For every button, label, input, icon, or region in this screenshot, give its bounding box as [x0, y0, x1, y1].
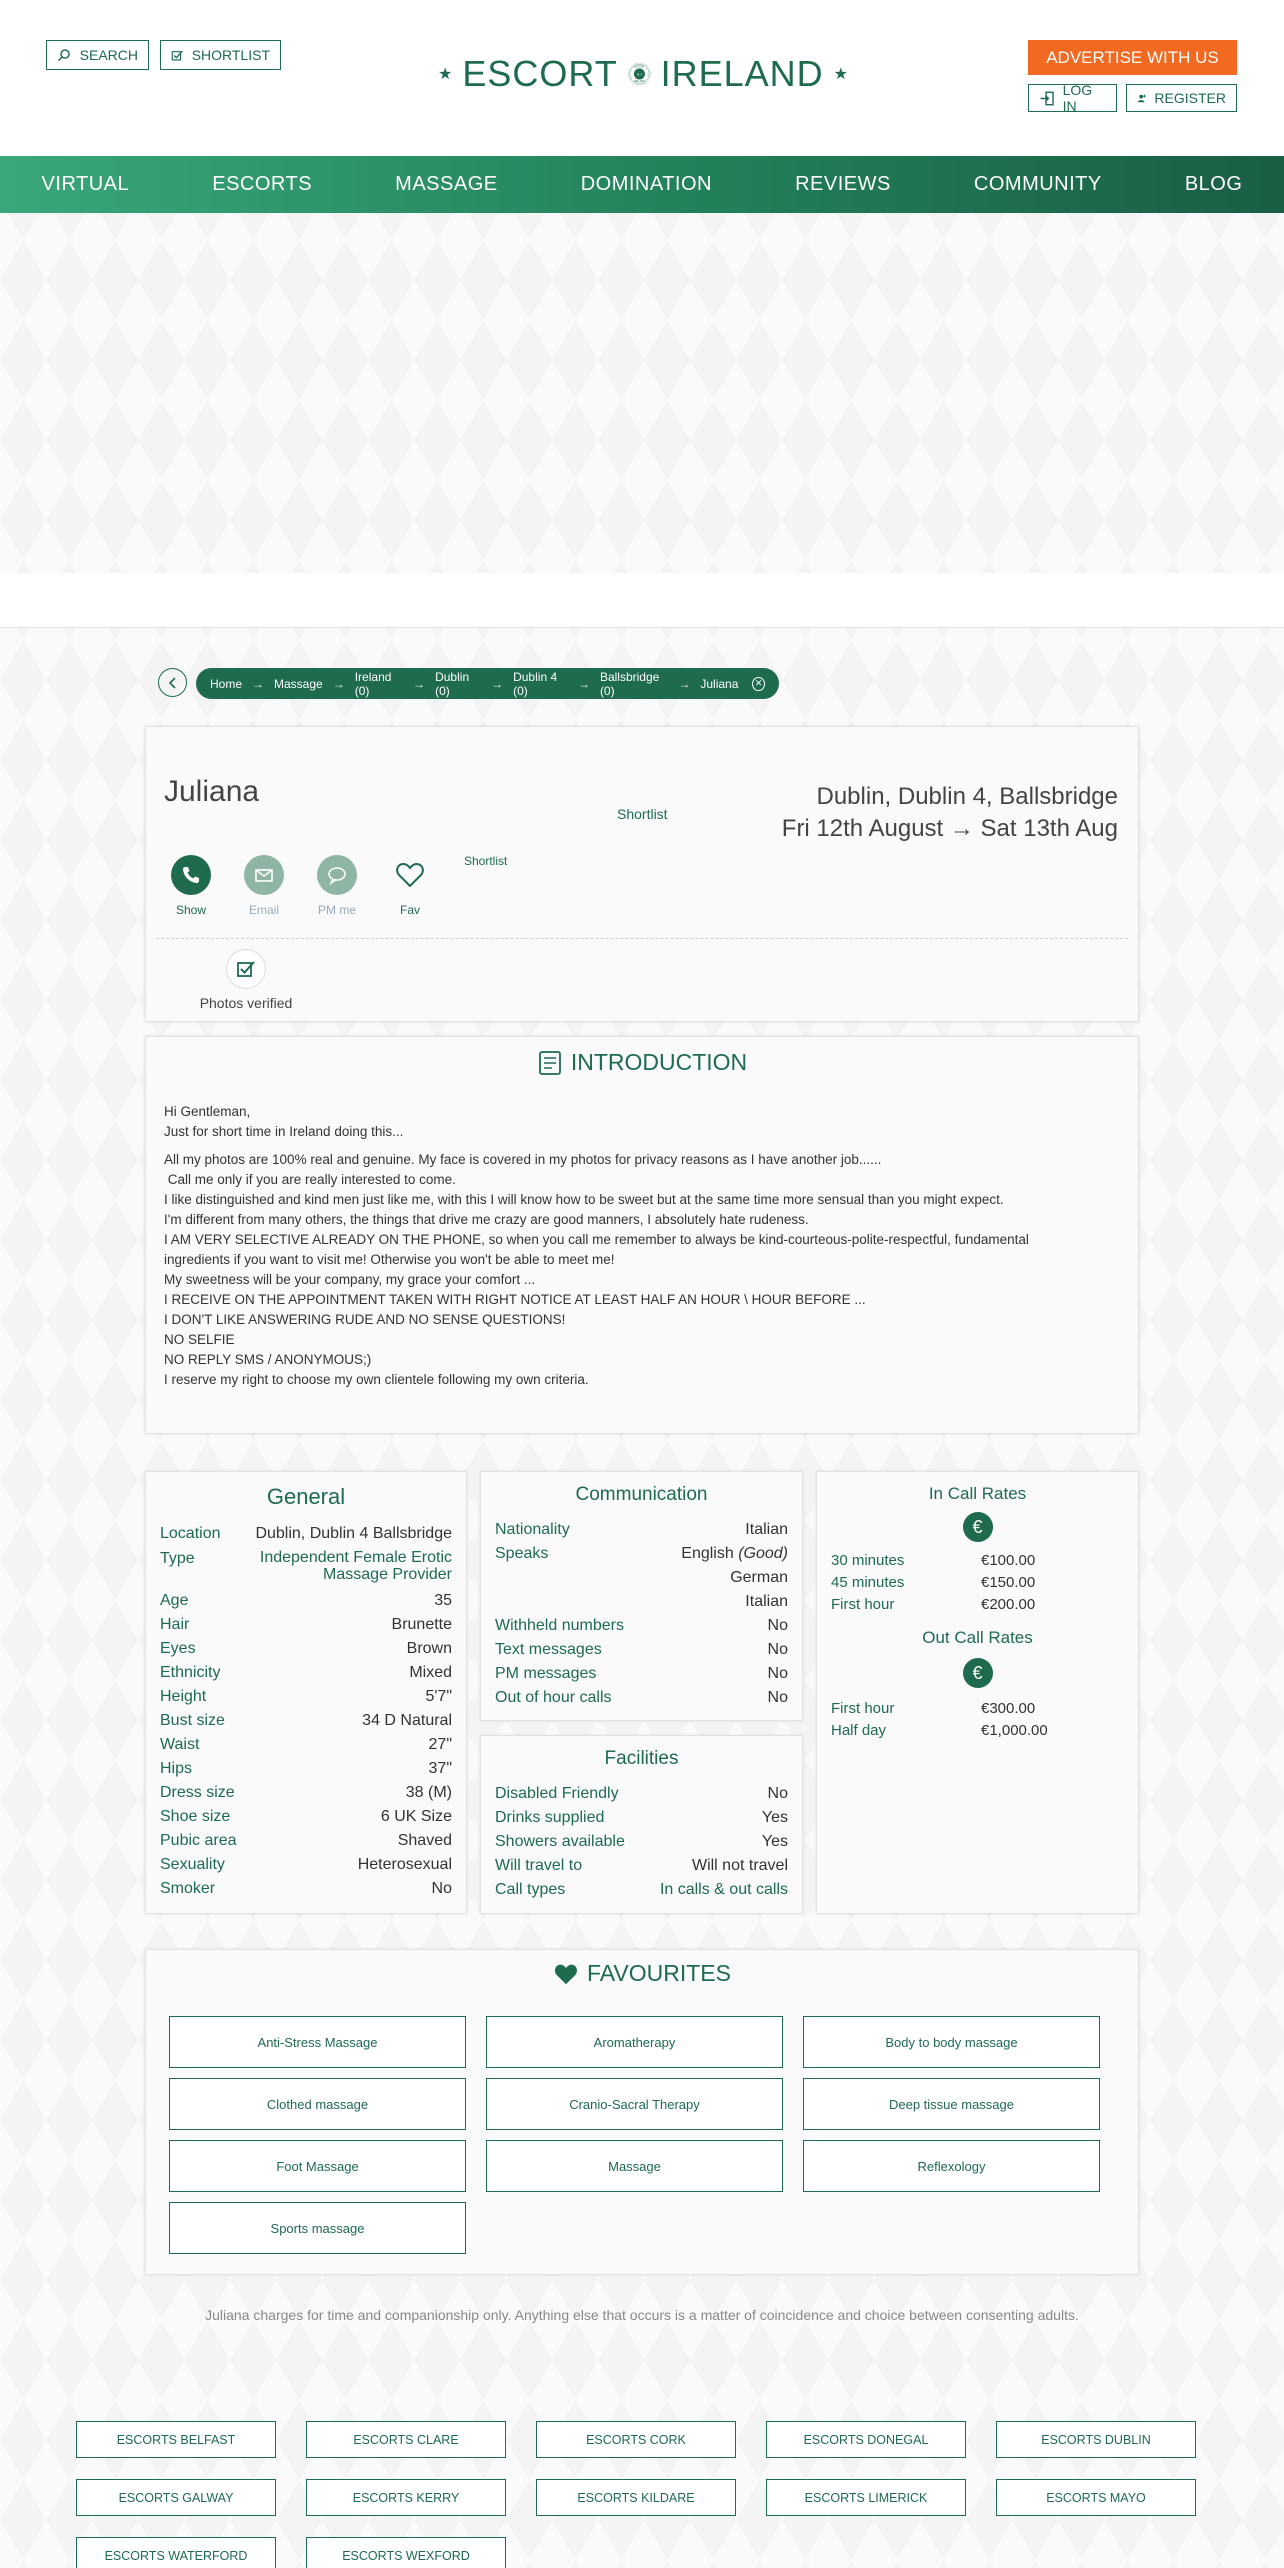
footer-link[interactable]: ESCORTS WEXFORD: [306, 2537, 506, 2568]
intro-line: Call me only if you are really interested to come.: [164, 1172, 456, 1187]
document-icon: [537, 1050, 563, 1076]
pm-label: PM me: [317, 903, 356, 917]
breadcrumb-ireland[interactable]: Ireland (0): [354, 669, 392, 698]
show-phone-button[interactable]: [161, 855, 221, 917]
rate-row: 30 minutes €100.00: [831, 1552, 1036, 1569]
breadcrumb-current: Juliana: [700, 676, 739, 691]
logo-word-left: ESCORT: [462, 53, 618, 94]
communication-card: [480, 1471, 803, 1721]
footer-link[interactable]: ESCORTS KERRY: [306, 2479, 506, 2516]
logo-badge-top: ESCORT: [633, 65, 645, 69]
favourite-item[interactable]: Foot Massage: [169, 2140, 466, 2192]
heart-icon: [395, 860, 425, 890]
intro-line: I AM VERY SELECTIVE ALREADY ON THE PHONE, so when you call me remember to always be kind-courteous-polite-respectful, fundamental ingredients if you want to visit me! Otherwise you won't be able to meet me!: [164, 1232, 1029, 1267]
detail-row: Will travel to Will not travel: [495, 1857, 788, 1874]
rate-row: Half day €1,000.00: [831, 1722, 1048, 1739]
intro-line: I DON'T LIKE ANSWERING RUDE AND NO SENSE QUESTIONS!: [164, 1312, 566, 1327]
detail-row: Drinks supplied Yes: [495, 1809, 788, 1826]
intro-line: My sweetness will be your company, my grace your comfort ...: [164, 1272, 536, 1287]
introduction-card: [145, 1036, 1139, 1434]
main-nav: [0, 156, 1284, 213]
rates-card: [816, 1471, 1139, 1914]
nav-domination[interactable]: DOMINATION: [580, 173, 712, 195]
profile-card: [145, 726, 1139, 1022]
detail-row: Age 35: [160, 1592, 452, 1609]
footer-link[interactable]: ESCORTS GALWAY: [76, 2479, 276, 2516]
footer-link[interactable]: ESCORTS DONEGAL: [766, 2421, 966, 2458]
favourite-item[interactable]: Body to body massage: [803, 2016, 1100, 2068]
search-button[interactable]: [46, 40, 149, 70]
divider: [156, 938, 1128, 939]
intro-line: Hi Gentleman,: [164, 1104, 251, 1119]
ad-banner-strip: [0, 573, 1284, 628]
detail-row: Speaks English (Good): [495, 1545, 788, 1562]
email-button[interactable]: [234, 855, 294, 917]
footer-county-links: [76, 2421, 1206, 2568]
nav-virtual[interactable]: VIRTUAL: [41, 173, 130, 195]
intro-line: I like distinguished and kind men just like me, with this I will know how to be sweet but at the same time more sensual than you might expect.: [164, 1192, 1004, 1207]
login-button[interactable]: [1028, 84, 1117, 112]
add-user-icon: [1137, 90, 1146, 107]
rate-row: First hour €200.00: [831, 1596, 1036, 1613]
footer-link[interactable]: ESCORTS BELFAST: [76, 2421, 276, 2458]
logo-badge: [628, 24, 651, 124]
detail-row: Pubic area Shaved: [160, 1832, 452, 1849]
checkbox-icon: [171, 47, 184, 64]
footer-link[interactable]: ESCORTS CLARE: [306, 2421, 506, 2458]
euro-icon: €: [963, 1512, 993, 1542]
logo-word-right: IRELAND: [660, 53, 824, 94]
intro-line: I reserve my right to choose my own clientele following my own criteria.: [164, 1372, 589, 1387]
favourites-title: FAVOURITES: [146, 1960, 1138, 1987]
checkbox-icon: [236, 959, 256, 979]
detail-row: Nationality Italian: [495, 1521, 788, 1538]
detail-row: Call types In calls & out calls: [495, 1881, 788, 1898]
profile-location: Dublin, Dublin 4, Ballsbridge: [816, 783, 1118, 810]
detail-row: Eyes Brown: [160, 1640, 452, 1657]
footer-link[interactable]: ESCORTS KILDARE: [536, 2479, 736, 2516]
communication-title: Communication: [575, 1484, 708, 1505]
site-header: [0, 0, 1284, 156]
favourite-item[interactable]: Cranio-Sacral Therapy: [486, 2078, 783, 2130]
star-icon: ★: [438, 66, 453, 83]
shortlist-label: SHORTLIST: [191, 47, 270, 63]
shortlist-button[interactable]: [160, 40, 281, 70]
intro-line: I'm different from many others, the things that drive me crazy are good manners, I absolutely hate rudeness.: [164, 1212, 809, 1227]
favourite-item[interactable]: Aromatherapy: [486, 2016, 783, 2068]
disclaimer-text: Juliana charges for time and companionship only. Anything else that occurs is a matter of coincidence and choice between consenting adults.: [205, 2307, 1079, 2323]
footer-link[interactable]: ESCORTS WATERFORD: [76, 2537, 276, 2568]
detail-row: Hips 37": [160, 1760, 452, 1777]
detail-row: Disabled Friendly No: [495, 1785, 788, 1802]
nav-reviews[interactable]: REVIEWS: [795, 173, 891, 195]
shortlist-small-link[interactable]: Shortlist: [464, 854, 508, 868]
footer-link[interactable]: ESCORTS LIMERICK: [766, 2479, 966, 2516]
intro-line: I RECEIVE ON THE APPOINTMENT TAKEN WITH RIGHT NOTICE AT LEAST HALF AN HOUR \ HOUR BEFORE ...: [164, 1292, 866, 1307]
photos-verified-label: Photos verified: [199, 995, 293, 1011]
rate-row: 45 minutes €150.00: [831, 1574, 1036, 1591]
logo-badge-mid: E·I: [636, 72, 642, 77]
favourites-grid: [169, 2016, 1119, 2254]
nav-escorts[interactable]: ESCORTS: [212, 173, 313, 195]
show-label: Show: [175, 903, 207, 917]
login-label: LOG IN: [1062, 82, 1093, 114]
detail-row: Type Independent Female Erotic Massage Provider: [160, 1549, 452, 1583]
intro-line: NO SELFIE: [164, 1332, 235, 1347]
facilities-card: [480, 1735, 803, 1914]
favourite-item[interactable]: Anti-Stress Massage: [169, 2016, 466, 2068]
footer-link[interactable]: ESCORTS MAYO: [996, 2479, 1196, 2516]
favourite-item[interactable]: Sports massage: [169, 2202, 466, 2254]
euro-icon: €: [963, 1658, 993, 1688]
register-button[interactable]: [1126, 84, 1237, 112]
rate-row: First hour €300.00: [831, 1700, 1036, 1717]
favourite-item[interactable]: Clothed massage: [169, 2078, 466, 2130]
shortlist-link[interactable]: Shortlist: [617, 806, 668, 822]
breadcrumb-massage[interactable]: Massage: [274, 676, 323, 691]
introduction-title: INTRODUCTION: [146, 1049, 1138, 1076]
logo-badge-bottom: IRELAND: [633, 80, 645, 84]
profile-dates: Fri 12th August → Sat 13th Aug: [781, 815, 1118, 842]
detail-row: Waist 27": [160, 1736, 452, 1753]
detail-row: Out of hour calls No: [495, 1689, 788, 1706]
site-logo[interactable]: [438, 22, 848, 126]
detail-row: Bust size 34 D Natural: [160, 1712, 452, 1729]
search-label: SEARCH: [79, 47, 138, 63]
favourite-item[interactable]: Reflexology: [803, 2140, 1100, 2192]
fav-label: Fav: [399, 903, 420, 917]
phone-icon: [180, 864, 202, 886]
detail-row: Dress size 38 (M): [160, 1784, 452, 1801]
intro-line: All my photos are 100% real and genuine. My face is covered in my photos for privacy reasons as I have another job......: [164, 1152, 882, 1167]
intro-line: Just for short time in Ireland doing this...: [164, 1124, 404, 1139]
intro-line: NO REPLY SMS / ANONYMOUS;): [164, 1352, 372, 1367]
detail-row: Showers available Yes: [495, 1833, 788, 1850]
detail-row: German: [730, 1569, 788, 1586]
general-card: [145, 1471, 467, 1914]
outcall-rates-title: Out Call Rates: [922, 1628, 1033, 1647]
nav-community[interactable]: COMMUNITY: [973, 173, 1102, 195]
register-label: REGISTER: [1154, 90, 1226, 106]
login-icon: [1039, 90, 1055, 107]
footer-link[interactable]: ESCORTS DUBLIN: [996, 2421, 1196, 2458]
envelope-icon: [253, 864, 275, 886]
pm-button[interactable]: [307, 855, 367, 917]
detail-row: PM messages No: [495, 1665, 788, 1682]
breadcrumb-ballsbridge[interactable]: Ballsbridge (0): [599, 669, 660, 698]
back-button[interactable]: [158, 668, 187, 697]
detail-row: Ethnicity Mixed: [160, 1664, 452, 1681]
chevron-left-icon: [166, 676, 180, 690]
star-icon: ★: [833, 66, 848, 83]
heart-icon: [553, 1962, 579, 1986]
nav-massage[interactable]: MASSAGE: [395, 173, 498, 195]
incall-rates-title: In Call Rates: [928, 1484, 1027, 1503]
detail-row: Text messages No: [495, 1641, 788, 1658]
detail-row: Smoker No: [160, 1880, 452, 1897]
general-title: General: [266, 1484, 346, 1509]
detail-row: Height 5'7": [160, 1688, 452, 1705]
detail-row: Italian: [745, 1593, 788, 1610]
email-label: Email: [248, 903, 279, 917]
advertise-button[interactable]: ADVERTISE WITH US: [1028, 40, 1237, 75]
breadcrumb-home[interactable]: Home: [210, 676, 243, 691]
favourites-card: [145, 1949, 1139, 2275]
detail-row: Location Dublin, Dublin 4 Ballsbridge: [160, 1525, 452, 1542]
nav-blog[interactable]: BLOG: [1184, 173, 1243, 195]
close-icon[interactable]: ✕: [752, 677, 765, 691]
detail-row: Sexuality Heterosexual: [160, 1856, 452, 1873]
fav-button[interactable]: [380, 855, 440, 917]
breadcrumb-dublin-4[interactable]: Dublin 4 (0): [513, 669, 558, 698]
breadcrumb: Home → Massage → Ireland (0) → Dublin (0) → Dublin 4 (0) → Ballsbridge (0) → Juliana ✕: [196, 668, 779, 699]
chat-bubble-icon: [326, 864, 348, 886]
profile-name: Juliana: [164, 775, 260, 808]
favourite-item[interactable]: Massage: [486, 2140, 783, 2192]
detail-row: Shoe size 6 UK Size: [160, 1808, 452, 1825]
facilities-title: Facilities: [604, 1748, 679, 1769]
breadcrumb-dublin[interactable]: Dublin (0): [435, 669, 470, 698]
detail-row: Withheld numbers No: [495, 1617, 788, 1634]
photos-verified-badge: [191, 949, 301, 1011]
introduction-text: [164, 1102, 1098, 1390]
search-icon: [57, 47, 72, 64]
detail-row: Hair Brunette: [160, 1616, 452, 1633]
footer-link[interactable]: ESCORTS CORK: [536, 2421, 736, 2458]
favourite-item[interactable]: Deep tissue massage: [803, 2078, 1100, 2130]
